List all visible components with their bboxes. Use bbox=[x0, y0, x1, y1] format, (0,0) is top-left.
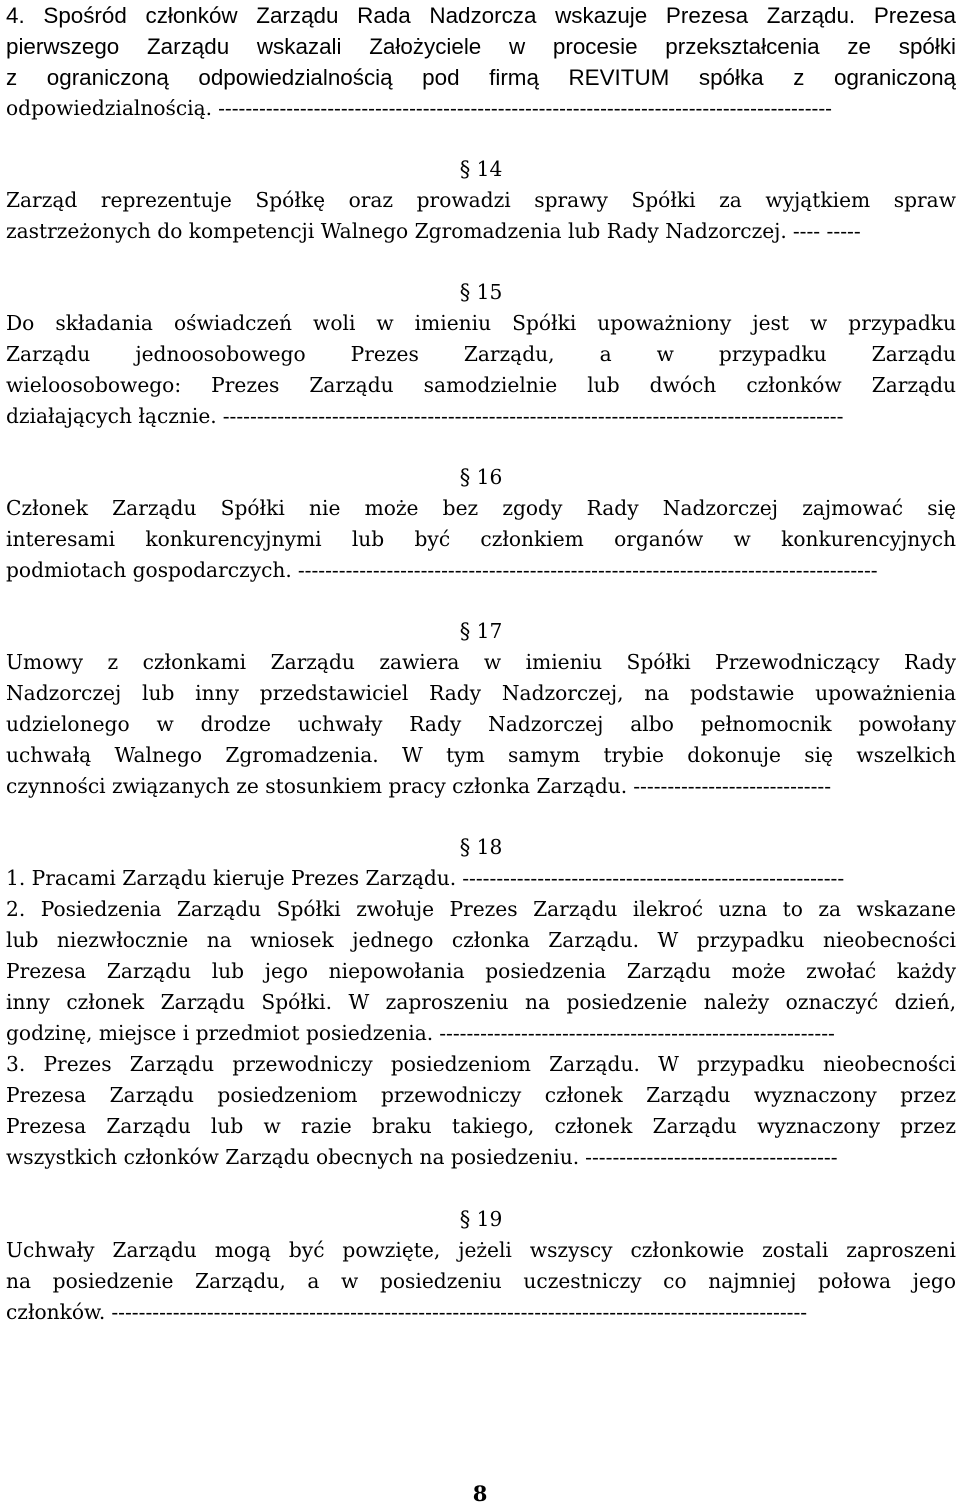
section-sign: § bbox=[459, 619, 471, 643]
section-sign: § bbox=[459, 1207, 471, 1231]
text-line: interesami konkurencyjnymi lub być członkiem organów w konkurencyjnych bbox=[6, 527, 956, 551]
text-line: 4. Spośród członków Zarządu Rada Nadzorcza wskazuje Prezesa Zarządu. Prezesa bbox=[6, 3, 956, 28]
section-number: 19 bbox=[476, 1207, 503, 1231]
text-line: odpowiedzialnością. ------------------------------------------------------------------------------------------ bbox=[6, 93, 956, 124]
section-heading-15 bbox=[6, 277, 956, 308]
page-number: 8 bbox=[472, 1481, 488, 1506]
text-line: pierwszego Zarządu wskazali Założyciele w procesie przekształcenia ze spółki bbox=[6, 34, 956, 59]
filler-dashes: ------------------------------------------------------------------------------------------------------ bbox=[111, 1300, 808, 1324]
text-line: na posiedzenie Zarządu, a w posiedzeniu uczestniczy co najmniej połowa jego bbox=[6, 1269, 956, 1293]
text-line: Zarząd reprezentuje Spółkę oraz prowadzi sprawy Spółki za wyjątkiem spraw bbox=[6, 188, 956, 212]
section-heading-19 bbox=[6, 1204, 956, 1235]
text-line: Zarządu jednoosobowego Prezes Zarządu, a w przypadku Zarządu bbox=[6, 342, 956, 366]
filler-dashes: ---- ----- bbox=[792, 219, 861, 243]
text-line: Prezesa Zarządu lub jego niepowołania posiedzenia Zarządu może zwołać każdy bbox=[6, 959, 956, 983]
text-line: z ograniczoną odpowiedzialnością pod firmą REVITUM spółka z ograniczoną bbox=[6, 65, 956, 90]
text-line: czynności związanych ze stosunkiem pracy członka Zarządu. ----------------------------- bbox=[6, 771, 956, 802]
text-line: wszystkich członków Zarządu obecnych na posiedzeniu. ------------------------------------- bbox=[6, 1142, 956, 1173]
text-line: 2. Posiedzenia Zarządu Spółki zwołuje Prezes Zarządu ilekroć uzna to za wskazane bbox=[6, 897, 956, 921]
text-line: godzinę, miejsce i przedmiot posiedzenia. ---------------------------------------------------------- bbox=[6, 1018, 956, 1049]
section-number: 15 bbox=[476, 280, 503, 304]
section-heading-14 bbox=[6, 154, 956, 185]
text-line: członków. ------------------------------------------------------------------------------------------------------ bbox=[6, 1297, 956, 1328]
section-19-text bbox=[6, 1235, 956, 1328]
section-heading-18 bbox=[6, 832, 956, 863]
section-heading-16 bbox=[6, 462, 956, 493]
document-page bbox=[6, 0, 956, 1509]
text-line: 3. Prezes Zarządu przewodniczy posiedzeniom Zarządu. W przypadku nieobecności bbox=[6, 1052, 956, 1076]
section-sign: § bbox=[459, 157, 471, 181]
section-18-text bbox=[6, 863, 956, 1173]
text-line: Prezesa Zarządu posiedzeniom przewodniczy członek Zarządu wyznaczony przez bbox=[6, 1083, 956, 1107]
section-number: 18 bbox=[476, 835, 503, 859]
text-line: uchwałą Walnego Zgromadzenia. W tym samym trybie dokonuje się wszelkich bbox=[6, 743, 956, 767]
section-14-text bbox=[6, 185, 956, 247]
text-line: inny członek Zarządu Spółki. W zaproszeniu na posiedzenie należy oznaczyć dzień, bbox=[6, 990, 956, 1014]
filler-dashes: -------------------------------------------------------- bbox=[462, 866, 845, 890]
text-line: Członek Zarządu Spółki nie może bez zgody Rady Nadzorczej zajmować się bbox=[6, 496, 956, 520]
text-line: podmiotach gospodarczych. ------------------------------------------------------------------------------------- bbox=[6, 555, 956, 586]
filler-dashes: ------------------------------------------------------------------------------------- bbox=[297, 558, 878, 582]
section-17-text bbox=[6, 647, 956, 802]
filler-dashes: ------------------------------------------------------------------------------------------ bbox=[218, 96, 832, 120]
text-line: zastrzeżonych do kompetencji Walnego Zgromadzenia lub Rady Nadzorczej. ---- ----- bbox=[6, 216, 956, 247]
section-16-text bbox=[6, 493, 956, 586]
item-1: 1. Pracami Zarządu kieruje Prezes Zarządu. -------------------------------------------------------- bbox=[6, 863, 956, 894]
section-sign: § bbox=[459, 835, 471, 859]
text-line: udzielonego w drodze uchwały Rady Nadzorczej albo pełnomocnik powołany bbox=[6, 712, 956, 736]
section-sign: § bbox=[459, 465, 471, 489]
text-line: Uchwały Zarządu mogą być powzięte, jeżeli wszyscy członkowie zostali zaproszeni bbox=[6, 1238, 956, 1262]
section-heading-17 bbox=[6, 616, 956, 647]
article-item-4 bbox=[6, 0, 956, 124]
filler-dashes: ----------------------------- bbox=[633, 774, 832, 798]
filler-dashes: ------------------------------------- bbox=[585, 1145, 838, 1169]
text-line: Do składania oświadczeń woli w imieniu Spółki upoważniony jest w przypadku bbox=[6, 311, 956, 335]
filler-dashes: ------------------------------------------------------------------------------------------- bbox=[222, 404, 844, 428]
text-line: Umowy z członkami Zarządu zawiera w imieniu Spółki Przewodniczący Rady bbox=[6, 650, 956, 674]
section-sign: § bbox=[459, 280, 471, 304]
section-number: 16 bbox=[476, 465, 503, 489]
text-line: działających łącznie. ------------------------------------------------------------------------------------------- bbox=[6, 401, 956, 432]
text-line: Prezesa Zarządu lub w razie braku takiego, członek Zarządu wyznaczony przez bbox=[6, 1114, 956, 1138]
section-15-text bbox=[6, 308, 956, 432]
text-line: lub niezwłocznie na wniosek jednego członka Zarządu. W przypadku nieobecności bbox=[6, 928, 956, 952]
section-number: 17 bbox=[476, 619, 503, 643]
text-line: Nadzorczej lub inny przedstawiciel Rady Nadzorczej, na podstawie upoważnienia bbox=[6, 681, 956, 705]
text-line: wieloosobowego: Prezes Zarządu samodzielnie lub dwóch członków Zarządu bbox=[6, 373, 956, 397]
filler-dashes: ---------------------------------------------------------- bbox=[439, 1021, 835, 1045]
section-number: 14 bbox=[476, 157, 503, 181]
